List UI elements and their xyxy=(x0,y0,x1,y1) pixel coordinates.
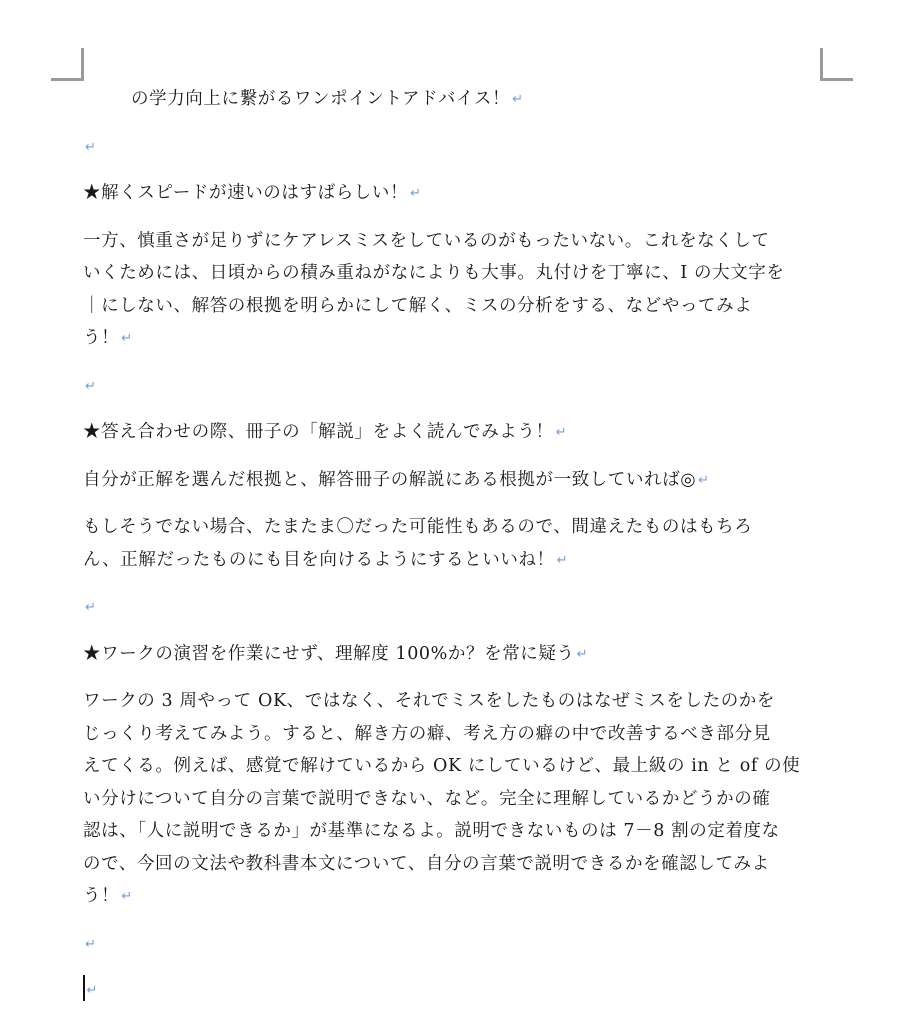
paragraph-line: ★解くスピードが速いのはすばらしい！ ↵ xyxy=(83,183,422,203)
empty-paragraph[interactable] xyxy=(83,370,823,403)
paragraph-line: ワークの 3 周やって OK、ではなく、それでミスをしたものはなぜミスをしたのかを xyxy=(83,691,775,711)
paragraph-line: えてくる。例えば、感覚で解けているから OK にしているけど、最上級の in と of の使 xyxy=(83,756,801,776)
paragraph-mark-icon: ↵ xyxy=(512,92,524,107)
paragraph-line: う！ ↵ xyxy=(83,886,133,906)
paragraph-line: の学力向上に繋がるワンポイントアドバイス！ ↵ xyxy=(131,89,524,109)
paragraph-line: 自分が正解を選んだ根拠と、解答冊子の解説にある根拠が一致していれば◎ ↵ xyxy=(83,469,710,490)
text-cursor xyxy=(83,975,85,1001)
top-right-corner-mark xyxy=(820,48,853,81)
text-paragraph[interactable] xyxy=(83,177,823,211)
paragraph-mark-icon: ↵ xyxy=(85,139,97,155)
paragraph-line: ★答え合わせの際、冊子の「解説」をよく読んでみよう！ ↵ xyxy=(83,422,568,442)
text-paragraph[interactable] xyxy=(83,638,823,672)
paragraph-mark-icon: ↵ xyxy=(698,472,710,488)
text-paragraph[interactable] xyxy=(83,685,823,914)
paragraph-mark-icon: ↵ xyxy=(410,186,422,201)
empty-paragraph[interactable] xyxy=(83,974,823,1007)
empty-paragraph[interactable] xyxy=(83,928,823,961)
paragraph-line: 認は、「人に説明できるか」が基準になるよ。説明できないものは 7－8 割の定着度な xyxy=(83,821,780,841)
paragraph-mark-icon: ↵ xyxy=(576,646,589,662)
text-paragraph[interactable] xyxy=(83,83,823,117)
paragraph-line: ★ワークの演習を作業にせず、理解度 100%か？を常に疑う ↵ xyxy=(83,643,589,664)
paragraph-mark-icon: ↵ xyxy=(86,983,98,998)
paragraph-mark-icon: ↵ xyxy=(85,600,97,615)
paragraph-line: じっくり考えてみよう。すると、解き方の癖、考え方の癖の中で改善するべき部分見 xyxy=(83,723,771,744)
top-left-corner-mark xyxy=(51,48,84,81)
paragraph-mark-icon: ↵ xyxy=(85,378,97,394)
empty-paragraph[interactable] xyxy=(83,591,823,624)
paragraph-line: 一方、慎重さが足りずにケアレスミスをしているのがもったいない。これをなくして xyxy=(83,230,770,251)
document-body[interactable] xyxy=(83,83,823,1021)
text-paragraph[interactable] xyxy=(83,416,823,450)
text-paragraph[interactable] xyxy=(83,511,823,577)
empty-paragraph[interactable] xyxy=(83,131,823,164)
text-paragraph[interactable] xyxy=(83,225,823,356)
paragraph-line: いくためには、日頃からの積み重ねがなによりも大事。丸付けを丁寧に、I の大文字を xyxy=(83,263,785,283)
paragraph-line: い分けについて自分の言葉で説明できない、など。完全に理解しているかどうかの確 xyxy=(83,788,771,809)
paragraph-mark-icon: ↵ xyxy=(121,889,133,904)
text-paragraph[interactable] xyxy=(83,464,823,498)
paragraph-line: ｜にしない、解答の根拠を明らかにして解く、ミスの分析をする、などやってみよ xyxy=(83,295,753,316)
paragraph-line: う！ ↵ xyxy=(83,328,133,348)
paragraph-line: ので、今回の文法や教科書本文について、自分の言葉で説明できるかを確認してみよ xyxy=(83,853,770,874)
paragraph-mark-icon: ↵ xyxy=(556,552,569,568)
paragraph-mark-icon: ↵ xyxy=(555,425,568,440)
paragraph-mark-icon: ↵ xyxy=(85,936,97,952)
paragraph-line: ん、正解だったものにも目を向けるようにするといいね！ ↵ xyxy=(83,549,569,570)
paragraph-mark-icon: ↵ xyxy=(121,331,133,346)
paragraph-line: もしそうでない場合、たまたま〇だった可能性もあるので、間違えたものはもちろ xyxy=(83,517,753,537)
